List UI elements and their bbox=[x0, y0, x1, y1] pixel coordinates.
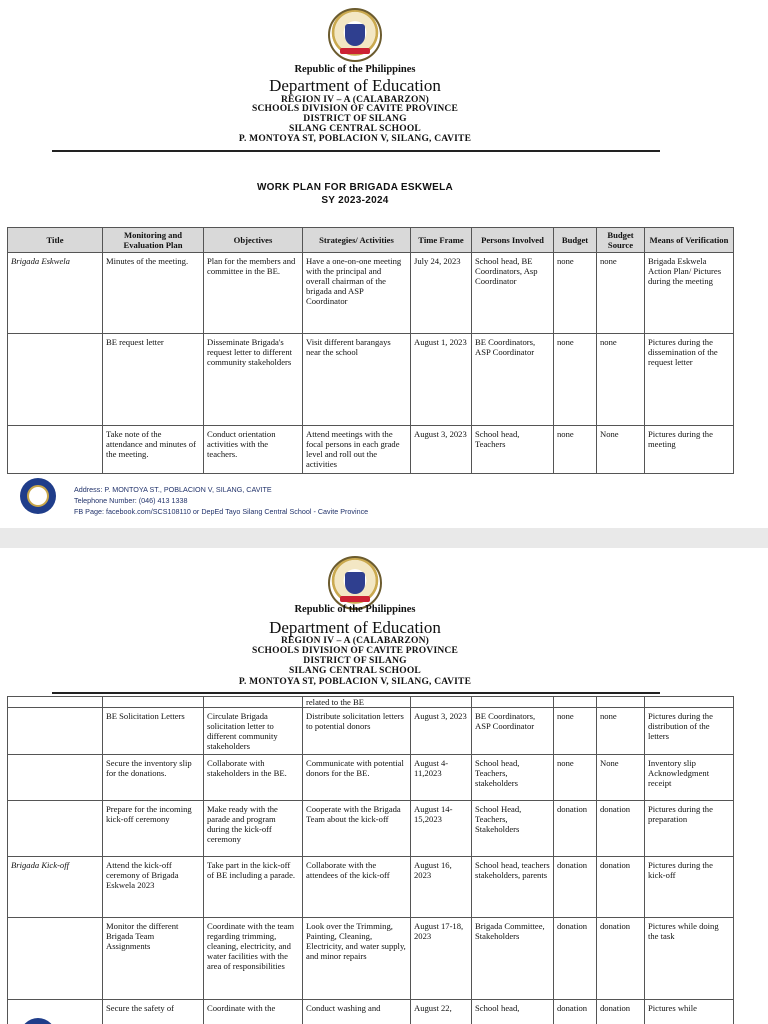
table-cell: Conduct washing and bbox=[303, 1000, 411, 1024]
table-cell: Secure the safety of bbox=[103, 1000, 204, 1024]
table-cell: Collaborate with the attendees of the kick-off bbox=[303, 857, 411, 918]
table-row bbox=[8, 697, 734, 708]
table-row bbox=[8, 334, 734, 426]
column-header: Budget Source bbox=[597, 228, 645, 253]
table-cell: School Head, Teachers, Stakeholders bbox=[472, 801, 554, 857]
table-row bbox=[8, 708, 734, 755]
table-cell: Pictures while bbox=[645, 1000, 734, 1024]
column-header: Objectives bbox=[204, 228, 303, 253]
table-cell: none bbox=[597, 708, 645, 755]
department-title: Department of Education bbox=[269, 76, 441, 95]
table-cell: None bbox=[597, 426, 645, 474]
table-cell: Conduct orientation activities with the teachers. bbox=[204, 426, 303, 474]
page-separator bbox=[0, 528, 768, 548]
table-row bbox=[8, 426, 734, 474]
row-title-cell bbox=[8, 334, 103, 426]
table-cell: Coordinate with the team regarding trimming, cleaning, electricity, and water facilities with the area of responsibilities bbox=[204, 918, 303, 1000]
footer-contact bbox=[74, 484, 368, 517]
table-cell: Make ready with the parade and program during the kick-off ceremony bbox=[204, 801, 303, 857]
republic-label: Republic of the Philippines bbox=[294, 64, 416, 75]
table-cell: Collaborate with stakeholders in the BE. bbox=[204, 755, 303, 801]
table-cell: None bbox=[597, 755, 645, 801]
table-header-row bbox=[8, 228, 734, 253]
table-cell: August 16, 2023 bbox=[411, 857, 472, 918]
table-cell: School head, Teachers, stakeholders bbox=[472, 755, 554, 801]
table-cell: Communicate with potential donors for the BE. bbox=[303, 755, 411, 801]
table-cell: none bbox=[597, 253, 645, 334]
table-cell: donation bbox=[597, 918, 645, 1000]
table-cell: School head, Teachers bbox=[472, 426, 554, 474]
table-cell: Pictures while doing the task bbox=[645, 918, 734, 1000]
table-cell: donation bbox=[554, 801, 597, 857]
table-row bbox=[8, 801, 734, 857]
table-cell: Distribute solicitation letters to potential donors bbox=[303, 708, 411, 755]
table-cell: Have a one-on-one meeting with the principal and overall chairman of the brigada and ASP Coordinator bbox=[303, 253, 411, 334]
table-cell: Disseminate Brigada's request letter to different community stakeholders bbox=[204, 334, 303, 426]
table-cell: Coordinate with the bbox=[204, 1000, 303, 1024]
row-title-cell bbox=[8, 755, 103, 801]
column-header: Persons Involved bbox=[472, 228, 554, 253]
table-cell: none bbox=[554, 755, 597, 801]
table-cell: Pictures during the meeting bbox=[645, 426, 734, 474]
table-cell: July 24, 2023 bbox=[411, 253, 472, 334]
table-cell: BE Coordinators, ASP Coordinator bbox=[472, 708, 554, 755]
table-cell: August 22, bbox=[411, 1000, 472, 1024]
work-plan-table bbox=[7, 227, 734, 474]
table-cell: donation bbox=[554, 1000, 597, 1024]
row-title-cell bbox=[8, 426, 103, 474]
page-2 bbox=[0, 548, 768, 1024]
table-cell: none bbox=[554, 426, 597, 474]
table-cell: Brigada Eskwela Action Plan/ Pictures during the meeting bbox=[645, 253, 734, 334]
table-cell: BE Coordinators, ASP Coordinator bbox=[472, 334, 554, 426]
table-cell: none bbox=[554, 253, 597, 334]
table-row bbox=[8, 1000, 734, 1024]
table-cell: August 4-11,2023 bbox=[411, 755, 472, 801]
row-title-cell bbox=[8, 918, 103, 1000]
header-divider bbox=[52, 692, 660, 694]
table-cell: Take note of the attendance and minutes of the meeting. bbox=[103, 426, 204, 474]
region-label: REGION IV – A (CALABARZON) bbox=[280, 95, 430, 105]
deped-seal-icon bbox=[328, 556, 382, 610]
column-header: Title bbox=[8, 228, 103, 253]
header-divider bbox=[52, 150, 660, 152]
work-plan-table-continued bbox=[7, 696, 734, 1024]
table-cell: donation bbox=[554, 918, 597, 1000]
table-cell: August 3, 2023 bbox=[411, 426, 472, 474]
table-cell: August 3, 2023 bbox=[411, 708, 472, 755]
row-title-cell: Brigada Kick-off bbox=[8, 857, 103, 918]
table-row bbox=[8, 253, 734, 334]
region-label: REGION IV – A (CALABARZON) bbox=[280, 636, 430, 646]
plan-title: WORK PLAN FOR BRIGADA ESKWELA bbox=[256, 182, 454, 193]
table-cell: Attend the kick-off ceremony of Brigada Eskwela 2023 bbox=[103, 857, 204, 918]
column-header: Strategies/ Activities bbox=[303, 228, 411, 253]
table-cell: Circulate Brigada solicitation letter to different community stakeholders bbox=[204, 708, 303, 755]
table-cell: Cooperate with the Brigada Team about the kick-off bbox=[303, 801, 411, 857]
table-cell: Plan for the members and committee in the BE. bbox=[204, 253, 303, 334]
district-label: DISTRICT OF SILANG bbox=[303, 656, 407, 666]
plan-school-year: SY 2023-2024 bbox=[321, 195, 389, 206]
footer-fb-link[interactable]: FB Page: facebook.com/SCS108110 or DepEd Tayo Silang Central School - Cavite Province bbox=[74, 507, 369, 516]
table-cell: Visit different barangays near the school bbox=[303, 334, 411, 426]
table-cell: August 17-18, 2023 bbox=[411, 918, 472, 1000]
table-cell: none bbox=[554, 708, 597, 755]
table-cell: donation bbox=[554, 857, 597, 918]
table-cell: School head, BE Coordinators, Asp Coordinator bbox=[472, 253, 554, 334]
school-logo-icon bbox=[20, 478, 56, 514]
footer-address: Address: P. MONTOYA ST., POBLACION V, SILANG, CAVITE bbox=[74, 485, 272, 494]
table-cell: August 1, 2023 bbox=[411, 334, 472, 426]
table-cell: donation bbox=[597, 857, 645, 918]
district-label: DISTRICT OF SILANG bbox=[303, 114, 407, 124]
table-cell: Attend meetings with the focal persons in each grade level and roll out the activities bbox=[303, 426, 411, 474]
row-title-cell bbox=[8, 801, 103, 857]
column-header: Means of Verification bbox=[645, 228, 734, 253]
table-cell: Prepare for the incoming kick-off ceremony bbox=[103, 801, 204, 857]
row-title-cell bbox=[8, 708, 103, 755]
table-row bbox=[8, 918, 734, 1000]
table-cell: donation bbox=[597, 1000, 645, 1024]
column-header: Budget bbox=[554, 228, 597, 253]
table-cell: Secure the inventory slip for the donations. bbox=[103, 755, 204, 801]
school-label: SILANG CENTRAL SCHOOL bbox=[289, 124, 421, 134]
column-header: Monitoring and Evaluation Plan bbox=[103, 228, 204, 253]
school-address: P. MONTOYA ST, POBLACION V, SILANG, CAVITE bbox=[238, 134, 472, 144]
table-cell: Pictures during the distribution of the letters bbox=[645, 708, 734, 755]
table-cell: Pictures during the dissemination of the request letter bbox=[645, 334, 734, 426]
table-cell: School head, teachers stakeholders, parents bbox=[472, 857, 554, 918]
table-cell: Pictures during the kick-off bbox=[645, 857, 734, 918]
school-label: SILANG CENTRAL SCHOOL bbox=[289, 666, 421, 676]
column-header: Time Frame bbox=[411, 228, 472, 253]
table-cell: none bbox=[597, 334, 645, 426]
department-title: Department of Education bbox=[269, 618, 441, 637]
table-row bbox=[8, 755, 734, 801]
table-cell: donation bbox=[597, 801, 645, 857]
table-cell: Monitor the different Brigada Team Assignments bbox=[103, 918, 204, 1000]
table-cell: BE Solicitation Letters bbox=[103, 708, 204, 755]
table-cell: Inventory slip Acknowledgment receipt bbox=[645, 755, 734, 801]
table-cell: Pictures during the preparation bbox=[645, 801, 734, 857]
table-cell: related to the BE bbox=[303, 697, 411, 708]
footer-telephone: Telephone Number: (046) 413 1338 bbox=[74, 496, 188, 505]
table-cell: BE request letter bbox=[103, 334, 204, 426]
table-cell: none bbox=[554, 334, 597, 426]
table-cell: Take part in the kick-off of BE including a parade. bbox=[204, 857, 303, 918]
row-title-cell bbox=[8, 1000, 103, 1024]
division-label: SCHOOLS DIVISION OF CAVITE PROVINCE bbox=[251, 646, 458, 656]
division-label: SCHOOLS DIVISION OF CAVITE PROVINCE bbox=[251, 104, 458, 114]
deped-seal-icon bbox=[328, 8, 382, 62]
table-cell: School head, bbox=[472, 1000, 554, 1024]
table-cell: August 14-15,2023 bbox=[411, 801, 472, 857]
row-title-cell: Brigada Eskwela bbox=[8, 253, 103, 334]
table-cell: Minutes of the meeting. bbox=[103, 253, 204, 334]
page-footer bbox=[0, 474, 768, 524]
table-cell: Look over the Trimming, Painting, Cleaning, Electricity, and water supply, and minor repairs bbox=[303, 918, 411, 1000]
table-cell: Brigada Committee, Stakeholders bbox=[472, 918, 554, 1000]
table-row bbox=[8, 857, 734, 918]
republic-label: Republic of the Philippines bbox=[294, 604, 416, 615]
school-address: P. MONTOYA ST, POBLACION V, SILANG, CAVITE bbox=[238, 677, 472, 687]
